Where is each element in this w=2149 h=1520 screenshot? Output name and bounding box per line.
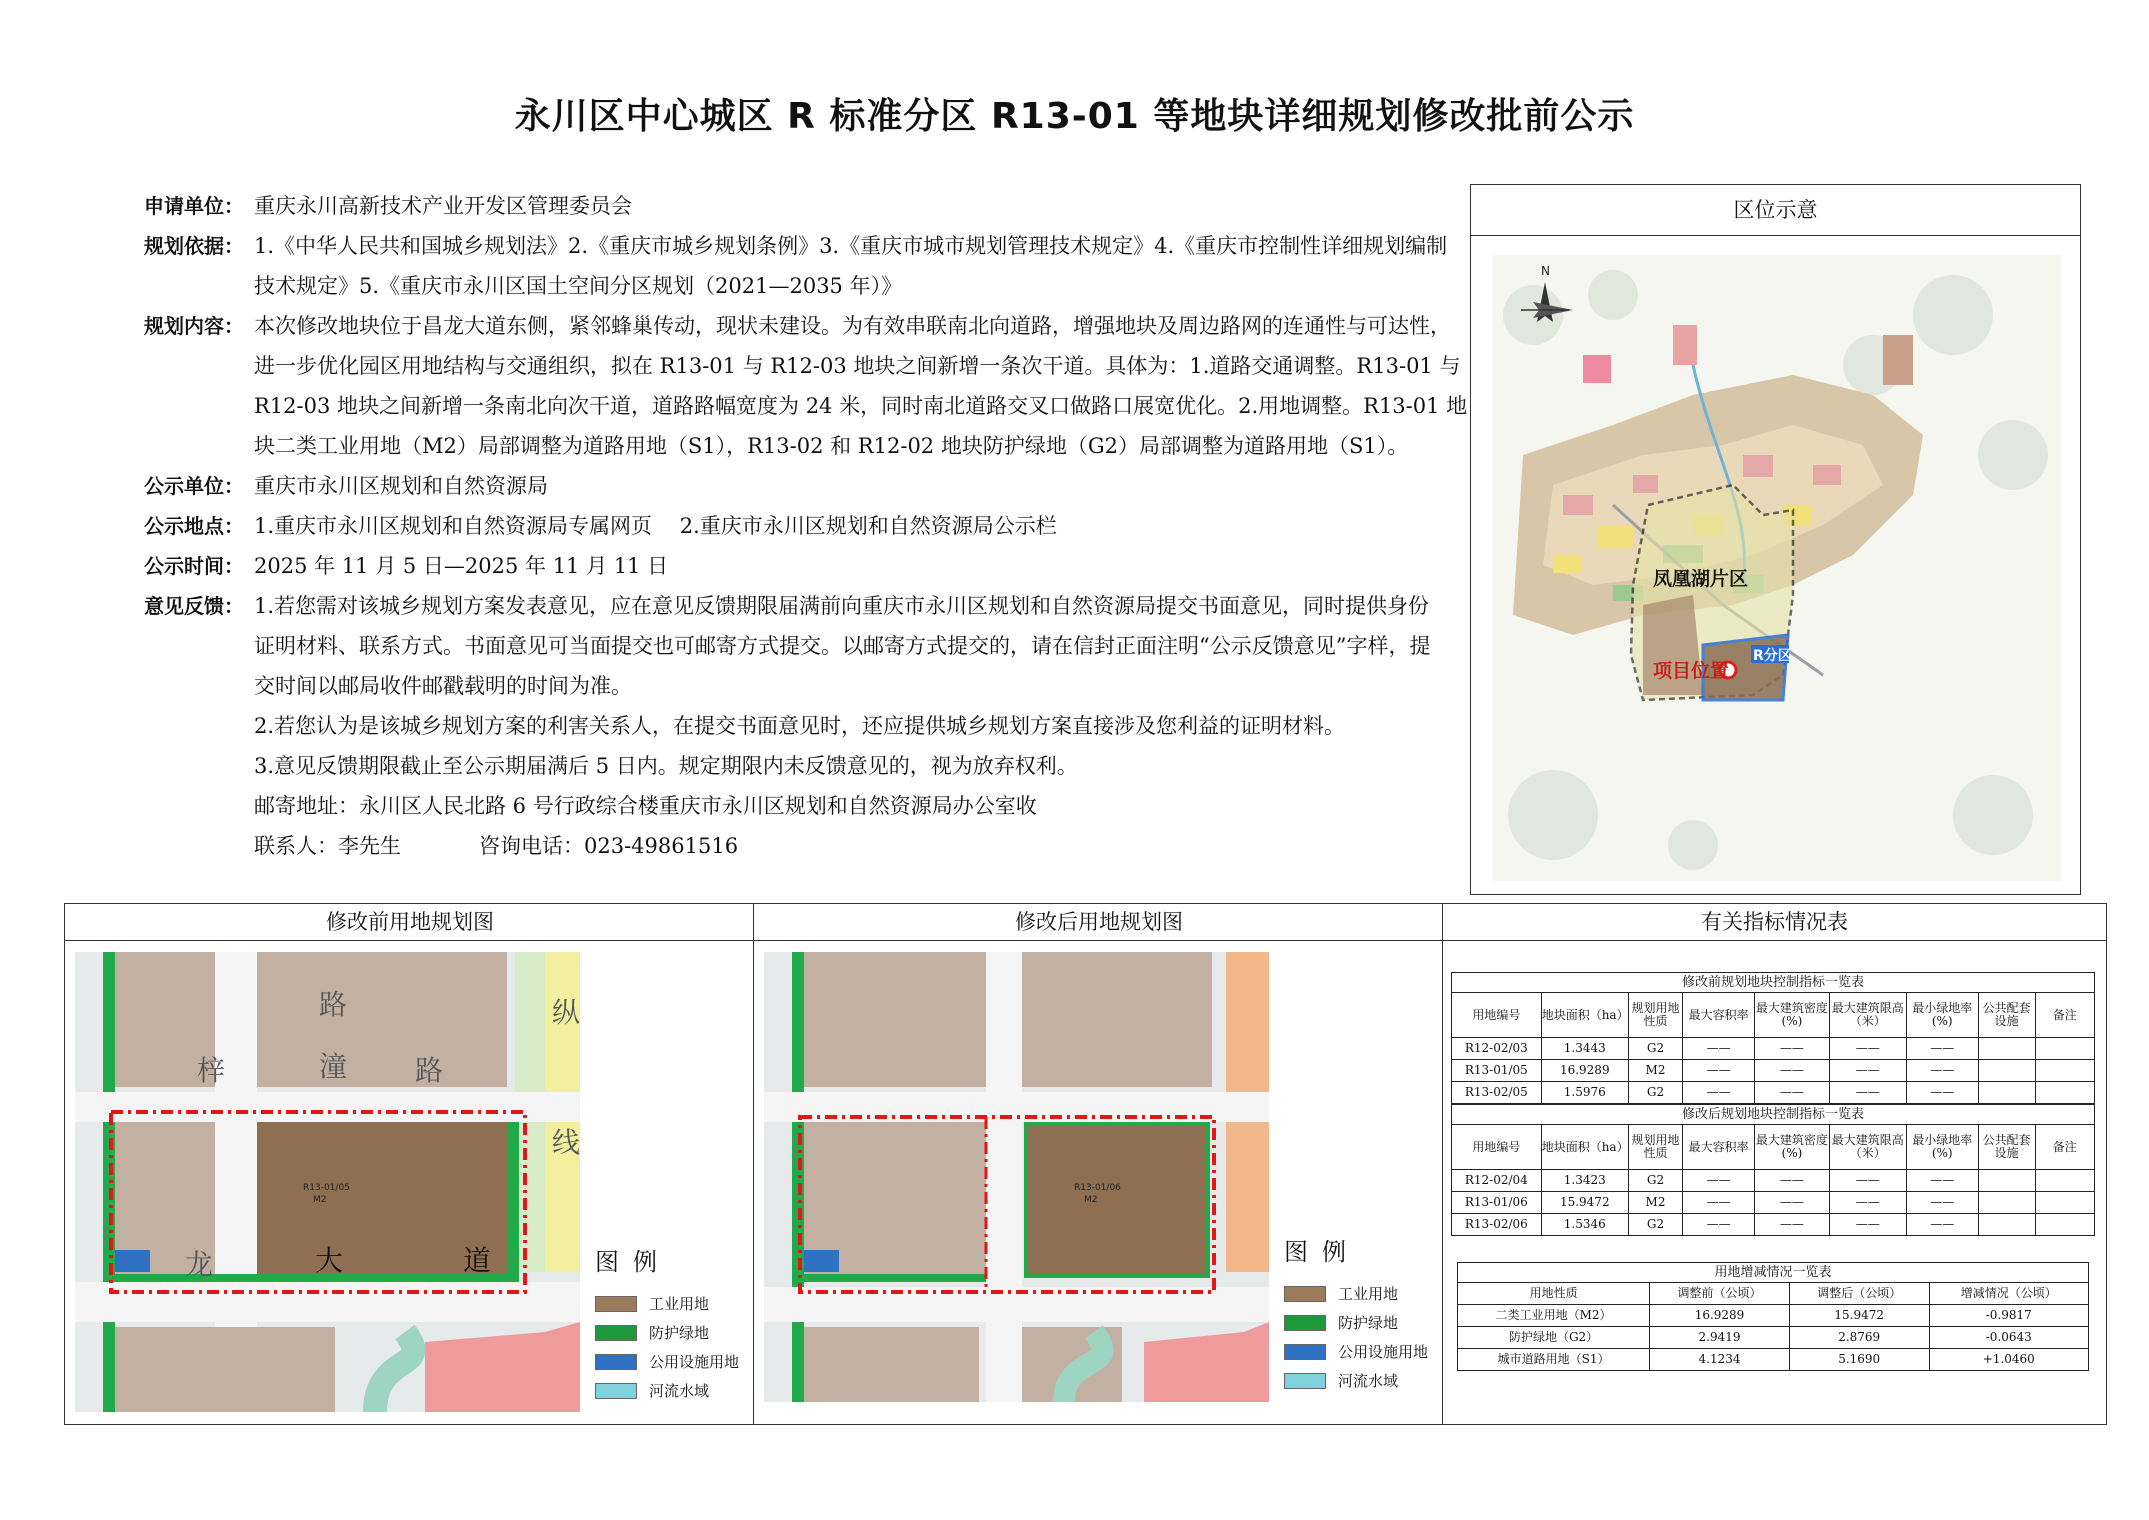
table-cell: G2	[1628, 1082, 1682, 1104]
before-map-panel	[64, 903, 756, 1425]
green-swatch	[1284, 1315, 1326, 1331]
table-header-cell: 规划用地性质	[1628, 993, 1682, 1038]
table-cell	[2035, 1192, 2094, 1214]
table-cell	[2035, 1038, 2094, 1060]
legend-label: 防护绿地	[649, 1324, 710, 1342]
utility-swatch	[595, 1354, 637, 1370]
table-cell: 16.9289	[1650, 1305, 1790, 1327]
zone-label: R分区	[1753, 648, 1792, 664]
table-cell: ——	[1906, 1082, 1978, 1104]
location-map-svg	[1493, 255, 2061, 881]
feedback-value	[254, 586, 1474, 706]
table-header-cell: 最大建筑密度(%)	[1755, 1125, 1830, 1170]
legend-label: 河流水域	[1338, 1372, 1399, 1390]
table-cell: ——	[1755, 1192, 1830, 1214]
table-cell: 2.8769	[1789, 1327, 1929, 1349]
table-header-cell: 最大容积率	[1683, 993, 1755, 1038]
table-cell: 1.5976	[1541, 1082, 1628, 1104]
industrial-swatch	[595, 1296, 637, 1312]
road-char: 大	[315, 1244, 344, 1277]
table-cell: ——	[1755, 1214, 1830, 1236]
table-cell: 4.1234	[1650, 1349, 1790, 1371]
notice-info	[144, 186, 1474, 866]
table-cell: 二类工业用地（M2）	[1458, 1305, 1650, 1327]
table-row	[1458, 1327, 2089, 1349]
time-label: 公示时间：	[144, 554, 244, 578]
table-header-cell: 备注	[2035, 993, 2094, 1038]
green-swatch	[595, 1325, 637, 1341]
table-cell: ——	[1829, 1170, 1906, 1192]
contact-person: 联系人：李先生	[254, 834, 401, 858]
project-location-label: 项目位置	[1653, 660, 1730, 682]
north-label: N	[1541, 264, 1550, 278]
table-cell: R13-02/05	[1452, 1082, 1542, 1104]
table-cell: ——	[1683, 1038, 1755, 1060]
table-row	[1452, 1214, 2095, 1236]
table-header-cell: 地块面积（ha）	[1541, 1125, 1628, 1170]
before-legend	[585, 1242, 755, 1412]
after-map-svg	[764, 952, 1269, 1402]
time-value: 2025 年 11 月 5 日—2025 年 11 月 11 日	[254, 554, 669, 578]
location-panel	[1470, 184, 2081, 895]
before-map-title: 修改前用地规划图	[65, 904, 755, 941]
feedback-line: 交时间以邮局收件邮戳载明的时间为准。	[254, 674, 632, 698]
road-char: 路	[415, 1054, 444, 1087]
feedback-line: 2.若您认为是该城乡规划方案的利害关系人，在提交书面意见时，还应提供城乡规划方案直接涉及您利益的证明材料。	[254, 714, 1346, 738]
applicant-label: 申请单位：	[144, 194, 244, 218]
table-cell: ——	[1906, 1214, 1978, 1236]
table-header-cell: 最小绿地率(%)	[1906, 1125, 1978, 1170]
legend-label: 公用设施用地	[649, 1353, 740, 1371]
legend-label: 公用设施用地	[1338, 1343, 1429, 1361]
table-cell: ——	[1906, 1170, 1978, 1192]
table-cell: G2	[1628, 1170, 1682, 1192]
change-table-wrap	[1457, 1262, 2089, 1371]
legend-item	[1284, 1337, 1444, 1366]
table-cell: 1.3423	[1541, 1170, 1628, 1192]
after-map-title: 修改后用地规划图	[754, 904, 1444, 941]
table-cell	[1978, 1038, 2035, 1060]
table-cell: R13-01/06	[1452, 1192, 1542, 1214]
water-swatch	[595, 1383, 637, 1399]
plot-type-label: M2	[1084, 1195, 1098, 1205]
table-cell: ——	[1683, 1082, 1755, 1104]
table-header-cell: 调整前（公顷）	[1650, 1283, 1790, 1305]
feedback-line: 3.意见反馈期限截止至公示期届满后 5 日内。规定期限内未反馈意见的，视为放弃权利。	[254, 754, 1078, 778]
table-cell: ——	[1829, 1192, 1906, 1214]
table-cell: R13-02/06	[1452, 1214, 1542, 1236]
legend-item	[595, 1376, 755, 1405]
table-cell: ——	[1829, 1060, 1906, 1082]
table-cell: ——	[1755, 1082, 1830, 1104]
place-label: 公示地点：	[144, 514, 244, 538]
table-header-cell: 用地编号	[1452, 993, 1542, 1038]
feedback-label: 意见反馈：	[144, 594, 244, 618]
before-land-use-map	[75, 952, 580, 1412]
table-cell: ——	[1683, 1192, 1755, 1214]
legend-label: 工业用地	[1338, 1285, 1399, 1303]
mailing-address: 邮寄地址：永川区人民北路 6 号行政综合楼重庆市永川区规划和自然资源局办公室收	[254, 794, 1037, 818]
legend-label: 防护绿地	[1338, 1314, 1399, 1332]
publisher-row	[144, 466, 1474, 506]
place-row	[144, 506, 1474, 546]
district-label: 凤凰湖片区	[1653, 568, 1749, 590]
table-cell	[1978, 1192, 2035, 1214]
table-header-cell: 地块面积（ha）	[1541, 993, 1628, 1038]
before-map-svg	[75, 952, 580, 1412]
table-row	[1452, 1192, 2095, 1214]
table-cell: ——	[1829, 1082, 1906, 1104]
basis-value	[254, 226, 1474, 306]
table-cell: ——	[1906, 1038, 1978, 1060]
legend-item	[595, 1347, 755, 1376]
table-cell: ——	[1755, 1170, 1830, 1192]
content-line: 本次修改地块位于昌龙大道东侧，紧邻蜂巢传动，现状未建设。为有效串联南北向道路，增强地块及周边路网的连通性与可达性，	[254, 314, 1451, 338]
table-cell: 防护绿地（G2）	[1458, 1327, 1650, 1349]
table-row	[1452, 1170, 2095, 1192]
plot-label: R13-01/05	[303, 1183, 350, 1193]
feedback-line: 1.若您需对该城乡规划方案发表意见，应在意见反馈期限届满前向重庆市永川区规划和自然资源局提交书面意见，同时提供身份	[254, 594, 1430, 618]
table-cell: 1.5346	[1541, 1214, 1628, 1236]
indicator-tables	[1451, 972, 2095, 1236]
table-cell: ——	[1683, 1214, 1755, 1236]
legend-item	[1284, 1279, 1444, 1308]
table-cell	[1978, 1082, 2035, 1104]
feedback-row	[144, 586, 1474, 706]
table-cell: ——	[1683, 1170, 1755, 1192]
table-cell: M2	[1628, 1060, 1682, 1082]
table-cell	[2035, 1082, 2094, 1104]
table-cell: 16.9289	[1541, 1060, 1628, 1082]
content-value	[254, 306, 1474, 466]
plot-type-label: M2	[313, 1195, 327, 1205]
table-cell: ——	[1906, 1060, 1978, 1082]
table-cell: 5.1690	[1789, 1349, 1929, 1371]
table-header-row	[1452, 993, 2095, 1038]
indicator-title: 有关指标情况表	[1443, 904, 2106, 941]
after-land-use-map	[764, 952, 1269, 1402]
road-char: 纵	[552, 996, 580, 1029]
place-value: 1.重庆市永川区规划和自然资源局专属网页 2.重庆市永川区规划和自然资源局公示栏	[254, 514, 1057, 538]
content-label: 规划内容：	[144, 314, 244, 338]
table-cell: 城市道路用地（S1）	[1458, 1349, 1650, 1371]
table-row	[1458, 1349, 2089, 1371]
feedback-line: 证明材料、联系方式。书面意见可当面提交也可邮寄方式提交。以邮寄方式提交的，请在信封正面注明“公示反馈意见”字样，提	[254, 634, 1431, 658]
legend-item	[1284, 1366, 1444, 1395]
table-cell	[2035, 1214, 2094, 1236]
content-line: 块二类工业用地（M2）局部调整为道路用地（S1），R13-02 和 R12-02 地块防护绿地（G2）局部调整为道路用地（S1）。	[254, 434, 1409, 458]
location-map	[1493, 255, 2061, 881]
table-header-row	[1458, 1283, 2089, 1305]
table-cell	[2035, 1060, 2094, 1082]
table-cell: 2.9419	[1650, 1327, 1790, 1349]
table-row	[1452, 1038, 2095, 1060]
table-cell: M2	[1628, 1192, 1682, 1214]
table-header-cell: 用地性质	[1458, 1283, 1650, 1305]
after-indicator-table	[1451, 1124, 2095, 1236]
table-cell: R12-02/03	[1452, 1038, 1542, 1060]
legend-label: 河流水域	[649, 1382, 710, 1400]
table-cell: R13-01/05	[1452, 1060, 1542, 1082]
table-cell: -0.0643	[1929, 1327, 2088, 1349]
table-header-cell: 规划用地性质	[1628, 1125, 1682, 1170]
legend-title: 图例	[595, 1248, 671, 1276]
table-cell: ——	[1829, 1214, 1906, 1236]
plot-label: R13-01/06	[1074, 1183, 1121, 1193]
content-line: 进一步优化园区用地结构与交通组织，拟在 R13-01 与 R12-03 地块之间新增一条次干道。具体为：1.道路交通调整。R13-01 与	[254, 354, 1461, 378]
legend-title: 图例	[1284, 1238, 1360, 1266]
before-indicator-table	[1451, 992, 2095, 1104]
road-char: 龙	[185, 1248, 214, 1281]
publisher-value: 重庆市永川区规划和自然资源局	[254, 474, 548, 498]
before-table-caption: 修改前规划地块控制指标一览表	[1451, 972, 2095, 992]
table-cell: R12-02/04	[1452, 1170, 1542, 1192]
content-line: R12-03 地块之间新增一条南北向次干道，道路路幅宽度为 24 米，同时南北道路交叉口做路口展宽优化。2.用地调整。R13-01 地	[254, 394, 1468, 418]
indicator-panel	[1442, 903, 2107, 1425]
table-row	[1458, 1305, 2089, 1327]
table-cell	[1978, 1170, 2035, 1192]
table-cell: ——	[1906, 1192, 1978, 1214]
after-table-caption: 修改后规划地块控制指标一览表	[1451, 1104, 2095, 1124]
table-cell: ——	[1829, 1038, 1906, 1060]
road-char: 路	[319, 988, 348, 1021]
applicant-row	[144, 186, 1474, 226]
table-cell: G2	[1628, 1038, 1682, 1060]
contact-row	[144, 826, 1474, 866]
location-title: 区位示意	[1471, 185, 2080, 236]
table-header-cell: 最小绿地率(%)	[1906, 993, 1978, 1038]
legend-item	[595, 1318, 755, 1347]
table-header-cell: 增减情况（公顷）	[1929, 1283, 2088, 1305]
basis-label: 规划依据：	[144, 234, 244, 258]
table-cell: ——	[1755, 1060, 1830, 1082]
table-header-cell: 最大容积率	[1683, 1125, 1755, 1170]
table-cell	[1978, 1060, 2035, 1082]
table-cell: 15.9472	[1789, 1305, 1929, 1327]
after-legend	[1274, 1232, 1444, 1402]
road-char: 线	[552, 1126, 580, 1159]
contact-phone: 咨询电话：023-49861516	[479, 834, 739, 858]
time-row	[144, 546, 1474, 586]
publisher-label: 公示单位：	[144, 474, 244, 498]
table-row	[1452, 1082, 2095, 1104]
table-cell: G2	[1628, 1214, 1682, 1236]
legend-item	[595, 1289, 755, 1318]
table-header-row	[1452, 1125, 2095, 1170]
table-cell: ——	[1755, 1038, 1830, 1060]
basis-line: 技术规定》5.《重庆市永川区国土空间分区规划（2021—2035 年）》	[254, 274, 903, 298]
table-header-cell: 最大建筑限高（米）	[1829, 993, 1906, 1038]
table-header-cell: 最大建筑限高（米）	[1829, 1125, 1906, 1170]
table-cell	[1978, 1214, 2035, 1236]
road-char: 潼	[319, 1050, 348, 1083]
table-header-cell: 备注	[2035, 1125, 2094, 1170]
industrial-swatch	[1284, 1286, 1326, 1302]
water-swatch	[1284, 1373, 1326, 1389]
table-header-cell: 公共配套设施	[1978, 993, 2035, 1038]
table-cell	[2035, 1170, 2094, 1192]
content-row	[144, 306, 1474, 466]
table-cell: 15.9472	[1541, 1192, 1628, 1214]
land-change-table	[1457, 1282, 2089, 1371]
table-header-cell: 调整后（公顷）	[1789, 1283, 1929, 1305]
road-char: 道	[463, 1244, 492, 1277]
legend-item	[1284, 1308, 1444, 1337]
table-cell: 1.3443	[1541, 1038, 1628, 1060]
table-cell: -0.9817	[1929, 1305, 2088, 1327]
page-title: 永川区中心城区 R 标准分区 R13-01 等地块详细规划修改批前公示	[514, 96, 1635, 137]
legend-label: 工业用地	[649, 1295, 710, 1313]
table-row	[1452, 1060, 2095, 1082]
applicant-value: 重庆永川高新技术产业开发区管理委员会	[254, 194, 632, 218]
basis-row	[144, 226, 1474, 306]
table-header-cell: 用地编号	[1452, 1125, 1542, 1170]
basis-line: 1.《中华人民共和国城乡规划法》2.《重庆市城乡规划条例》3.《重庆市城市规划管理技术规定》4.《重庆市控制性详细规划编制	[254, 234, 1448, 258]
utility-swatch	[1284, 1344, 1326, 1360]
table-header-cell: 最大建筑密度(%)	[1755, 993, 1830, 1038]
after-map-panel	[753, 903, 1445, 1425]
table-header-cell: 公共配套设施	[1978, 1125, 2035, 1170]
change-table-caption: 用地增减情况一览表	[1457, 1262, 2089, 1282]
table-cell: ——	[1683, 1060, 1755, 1082]
table-cell: +1.0460	[1929, 1349, 2088, 1371]
road-char: 梓	[197, 1054, 226, 1087]
